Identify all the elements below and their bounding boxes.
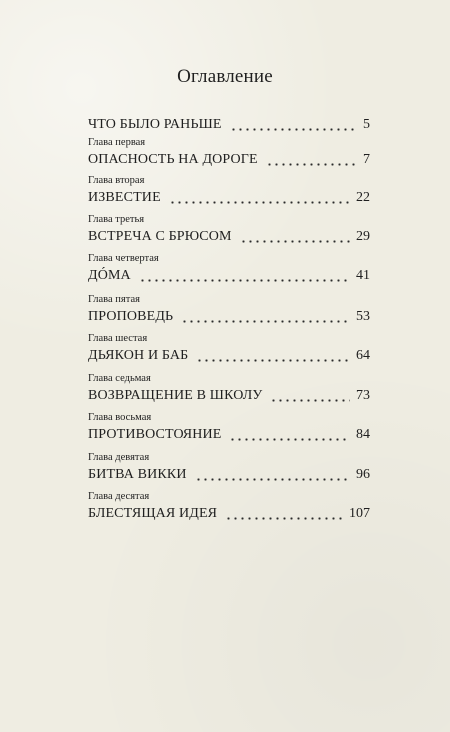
toc-line-5 bbox=[88, 266, 370, 284]
chapter-title: ДÓМА bbox=[88, 268, 131, 283]
page-number: 107 bbox=[349, 506, 370, 521]
dot-leader bbox=[195, 472, 350, 482]
chapter-label: Глава восьмая bbox=[88, 412, 152, 423]
chapter-label: Глава вторая bbox=[88, 175, 145, 186]
chapter-label: Глава третья bbox=[88, 214, 145, 225]
dot-leader bbox=[139, 273, 350, 283]
toc-line-10 bbox=[88, 465, 370, 483]
chapter-title: БЛЕСТЯЩАЯ ИДЕЯ bbox=[88, 506, 218, 521]
chapter-label: Глава девятая bbox=[88, 452, 150, 463]
chapter-label: Глава десятая bbox=[88, 491, 150, 502]
toc-line-7 bbox=[88, 346, 370, 364]
dot-leader bbox=[266, 157, 357, 167]
toc-line-11 bbox=[88, 504, 370, 522]
toc-line-9 bbox=[88, 425, 370, 443]
page-title: Оглавление bbox=[177, 66, 273, 87]
chapter-title: БИТВА ВИККИ bbox=[88, 467, 187, 482]
toc-line-2 bbox=[88, 150, 370, 168]
dot-leader bbox=[196, 353, 350, 363]
chapter-title: ПРОТИВОСТОЯНИЕ bbox=[88, 427, 222, 442]
toc-line-6 bbox=[88, 307, 370, 325]
dot-leader bbox=[225, 511, 343, 521]
chapter-label: Глава четвертая bbox=[88, 253, 159, 264]
dot-leader bbox=[230, 122, 357, 132]
chapter-label: Глава шестая bbox=[88, 333, 148, 344]
page-number: 7 bbox=[363, 152, 370, 167]
chapter-label: Глава первая bbox=[88, 137, 146, 148]
page-number: 84 bbox=[356, 427, 370, 442]
chapter-title: ЧТО БЫЛО РАНЬШЕ bbox=[88, 117, 222, 132]
dot-leader bbox=[240, 234, 350, 244]
chapter-label: Глава седьмая bbox=[88, 373, 151, 384]
chapter-title: ОПАСНОСТЬ НА ДОРОГЕ bbox=[88, 152, 258, 167]
chapter-title: ВСТРЕЧА С БРЮСОМ bbox=[88, 229, 232, 244]
toc-line-1 bbox=[88, 115, 370, 133]
page-number: 22 bbox=[356, 190, 370, 205]
chapter-label: Глава пятая bbox=[88, 294, 140, 305]
page-number: 73 bbox=[356, 388, 370, 403]
page-number: 29 bbox=[356, 229, 370, 244]
toc-line-8 bbox=[88, 386, 370, 404]
page-number: 5 bbox=[363, 117, 370, 132]
chapter-title: ВОЗВРАЩЕНИЕ В ШКОЛУ bbox=[88, 388, 263, 403]
dot-leader bbox=[169, 195, 350, 205]
page-number: 64 bbox=[356, 348, 370, 363]
toc-line-4 bbox=[88, 227, 370, 245]
chapter-title: ИЗВЕСТИЕ bbox=[88, 190, 161, 205]
dot-leader bbox=[229, 432, 350, 442]
dot-leader bbox=[270, 393, 350, 403]
chapter-title: ДЬЯКОН И БАБ bbox=[88, 348, 189, 363]
page-number: 53 bbox=[356, 309, 370, 324]
chapter-title: ПРОПОВЕДЬ bbox=[88, 309, 174, 324]
page-number: 96 bbox=[356, 467, 370, 482]
page-number: 41 bbox=[356, 268, 370, 283]
toc-line-3 bbox=[88, 188, 370, 206]
dot-leader bbox=[181, 314, 350, 324]
